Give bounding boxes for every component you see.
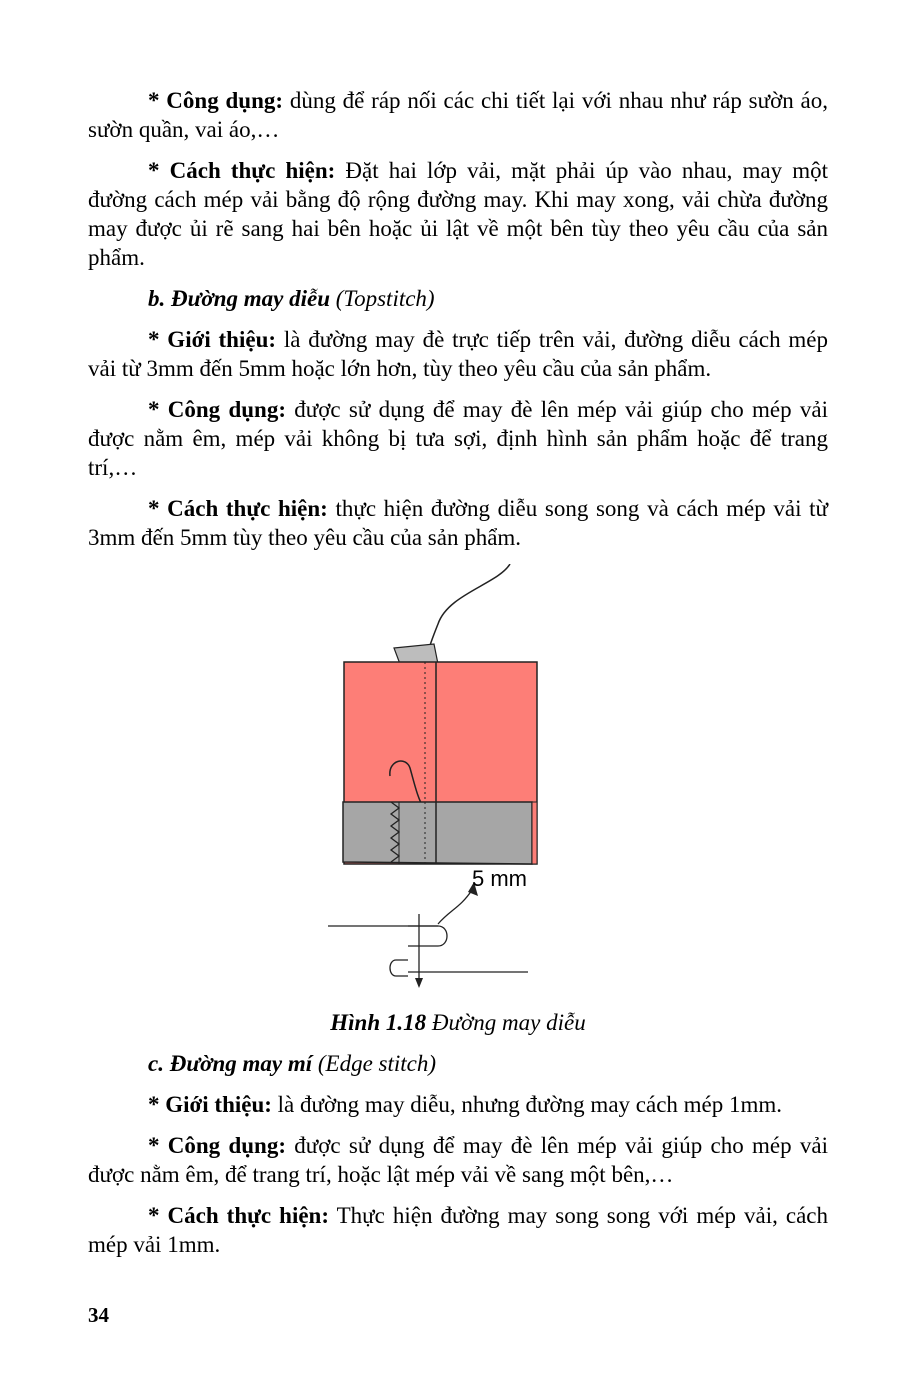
label-cong-dung: * Công dụng: bbox=[148, 397, 286, 422]
text-cong-dung: dùng để ráp nối các chi tiết lại với nhau như ráp sườn áo, sườn quần, vai áo,… bbox=[88, 88, 828, 142]
heading-section-c-title: c. Đường may mí bbox=[148, 1051, 313, 1076]
label-cong-dung: * Công dụng: bbox=[148, 88, 284, 113]
label-cach-thuc-hien: * Cách thực hiện: bbox=[148, 1203, 330, 1228]
text-gioi-thieu: là đường may đè trực tiếp trên vải, đường diễu cách mép vải từ 3mm đến 5mm hoặc lớn hơn, tùy theo yêu cầu của sản phẩm. bbox=[88, 327, 829, 381]
label-cong-dung: * Công dụng: bbox=[148, 1133, 286, 1158]
text-cach-thuc-hien: thực hiện đường diễu song song và cách mép vải từ 3mm đến 5mm tùy theo yêu cầu của sản phẩm. bbox=[88, 496, 828, 550]
thread-top bbox=[427, 564, 510, 666]
cross-section-seam-allowance bbox=[390, 960, 408, 976]
figure-caption bbox=[88, 1008, 828, 1037]
cross-section-fold bbox=[408, 926, 447, 946]
paragraph-gioi-thieu-c bbox=[88, 1090, 828, 1119]
paragraph-cach-thuc-hien-b bbox=[88, 494, 828, 552]
text-cong-dung: được sử dụng để may đè lên mép vải giúp cho mép vải được nằm êm, để trang trí, hoặc lật mép vải về sang một bên,… bbox=[88, 1133, 828, 1187]
needle-arrow bbox=[415, 978, 423, 988]
text-cach-thuc-hien: Đặt hai lớp vải, mặt phải úp vào nhau, may một đường cách mép vải bằng độ rộng đường may. Khi may xong, vải chừa đường may được ủi rẽ sang hai bên hoặc ủi lật về một bên tùy theo yêu cầu của sản phẩm. bbox=[88, 158, 829, 270]
heading-section-b-title: b. Đường may diễu bbox=[148, 286, 331, 311]
measure-arrow-curve bbox=[438, 890, 472, 924]
heading-section-c bbox=[88, 1049, 828, 1078]
text-gioi-thieu: là đường may diễu, nhưng đường may cách mép 1mm. bbox=[271, 1092, 783, 1117]
heading-section-b bbox=[88, 284, 828, 313]
topstitch-illustration bbox=[88, 564, 828, 1004]
paragraph-cong-dung-b bbox=[88, 395, 828, 482]
text-cong-dung: được sử dụng để may đè lên mép vải giúp cho mép vải được nằm êm, mép vải không bị tưa sợi, định hình sản phẩm hoặc để trang trí,… bbox=[88, 397, 828, 480]
label-cach-thuc-hien: * Cách thực hiện: bbox=[148, 496, 328, 521]
page-number: 34 bbox=[88, 1303, 109, 1327]
fabric-top-edge bbox=[532, 802, 537, 864]
label-cach-thuc-hien: * Cách thực hiện: bbox=[148, 158, 336, 183]
heading-section-c-english: (Edge stitch) bbox=[312, 1051, 437, 1076]
paragraph-cach-thuc-hien-c bbox=[88, 1201, 828, 1259]
label-gioi-thieu: * Giới thiệu: bbox=[148, 327, 277, 352]
fabric-fold bbox=[394, 644, 438, 664]
page-content bbox=[88, 86, 828, 1271]
topstitch-figure bbox=[88, 564, 828, 1004]
paragraph-cong-dung-c bbox=[88, 1131, 828, 1189]
paragraph-gioi-thieu-b bbox=[88, 325, 828, 383]
paragraph-cach-thuc-hien-a bbox=[88, 156, 828, 272]
paragraph-cong-dung-a bbox=[88, 86, 828, 144]
measure-label: 5 mm bbox=[472, 866, 527, 891]
caption-text: Đường may diễu bbox=[426, 1010, 586, 1035]
heading-section-b-english: (Topstitch) bbox=[330, 286, 435, 311]
text-cach-thuc-hien: Thực hiện đường may song song với mép vải, cách mép vải 1mm. bbox=[88, 1203, 828, 1257]
caption-number: Hình 1.18 bbox=[330, 1010, 427, 1035]
fabric-bottom-layer bbox=[343, 802, 532, 864]
label-gioi-thieu: * Giới thiệu: bbox=[148, 1092, 272, 1117]
